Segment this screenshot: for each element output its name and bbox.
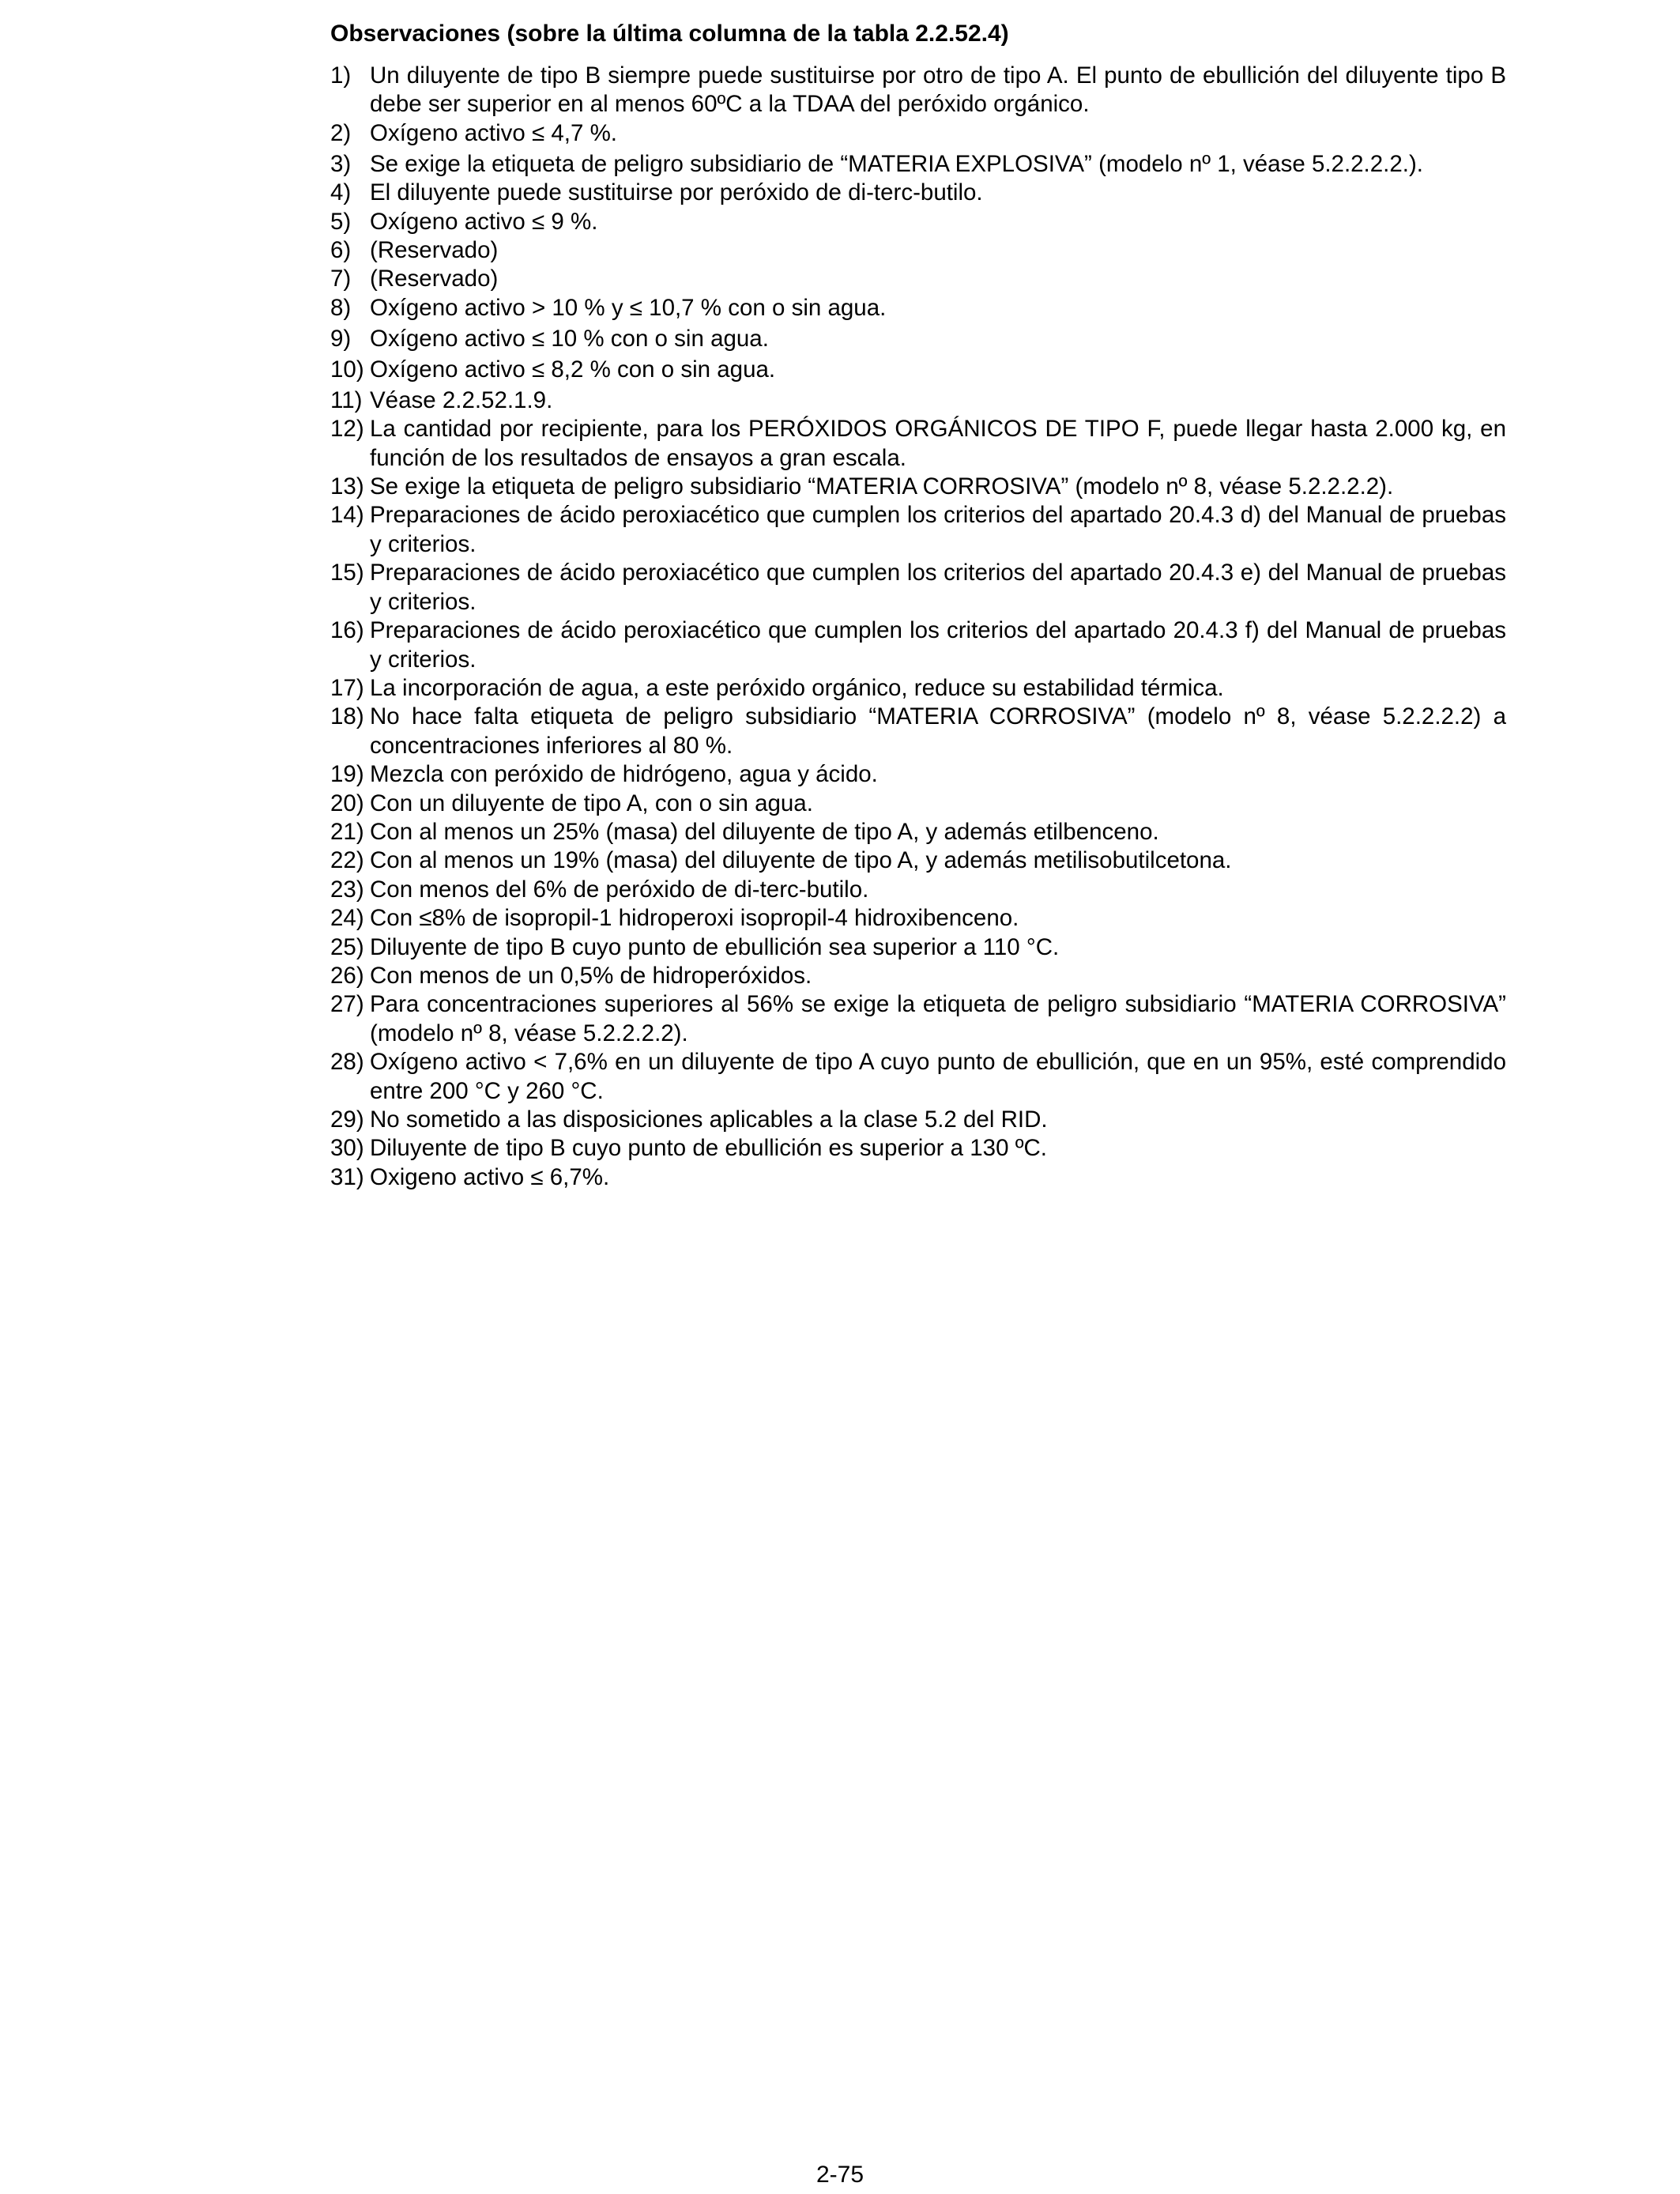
page-number: 2-75 bbox=[816, 2162, 864, 2188]
observation-text: La incorporación de agua, a este peróxido orgánico, reduce su estabilidad térmica. bbox=[370, 674, 1224, 701]
observation-item bbox=[330, 179, 1506, 207]
observation-item bbox=[330, 962, 1506, 990]
observation-text: (Reservado) bbox=[370, 266, 499, 292]
observations-list bbox=[330, 62, 1506, 1192]
observation-item bbox=[330, 265, 1506, 293]
observation-item bbox=[330, 1048, 1506, 1106]
observation-number: 10) bbox=[330, 356, 364, 383]
observation-number: 27) bbox=[330, 991, 364, 1018]
observation-number: 5) bbox=[330, 208, 352, 235]
observation-item bbox=[330, 1134, 1506, 1163]
observation-item bbox=[330, 356, 1506, 384]
observation-number: 9) bbox=[330, 325, 352, 352]
observation-text: Oxígeno activo ≤ 8,2 % con o sin agua. bbox=[370, 356, 776, 383]
observation-text: Oxígeno activo ≤ 10 % con o sin agua. bbox=[370, 325, 769, 352]
observation-item bbox=[330, 1106, 1506, 1134]
observation-text: Oxígeno activo > 10 % y ≤ 10,7 % con o sin agua. bbox=[370, 294, 887, 321]
observation-text: Con al menos un 25% (masa) del diluyente de tipo A, y además etilbenceno. bbox=[370, 818, 1159, 845]
observation-number: 11) bbox=[330, 386, 363, 413]
observation-item bbox=[330, 990, 1506, 1048]
observation-number: 21) bbox=[330, 818, 364, 845]
observation-number: 13) bbox=[330, 473, 364, 500]
section-heading: Observaciones (sobre la última columna de la tabla 2.2.52.4) bbox=[330, 21, 1009, 47]
observation-item bbox=[330, 846, 1506, 875]
observation-item bbox=[330, 473, 1506, 501]
observation-item bbox=[330, 294, 1506, 322]
observation-number: 22) bbox=[330, 847, 364, 874]
observation-text: Diluyente de tipo B cuyo punto de ebullición es superior a 130 ºC. bbox=[370, 1135, 1047, 1162]
observation-item bbox=[330, 325, 1506, 353]
observation-number: 4) bbox=[330, 179, 352, 206]
observation-text: Con ≤8% de isopropil-1 hidroperoxi isopropil-4 hidroxibenceno. bbox=[370, 905, 1019, 932]
observation-number: 28) bbox=[330, 1049, 364, 1076]
observation-text: Para concentraciones superiores al 56% se exige la etiqueta de peligro subsidiario “MATERIA CORROSIVA” (modelo nº 8, véase 5.2.2.2.2). bbox=[370, 991, 1506, 1046]
observation-text: Oxigeno activo ≤ 6,7%. bbox=[370, 1163, 610, 1190]
observation-item bbox=[330, 616, 1506, 674]
observation-number: 26) bbox=[330, 962, 364, 989]
observation-text: Oxígeno activo ≤ 9 %. bbox=[370, 208, 598, 235]
observation-number: 20) bbox=[330, 790, 364, 816]
observation-text: Oxígeno activo ≤ 4,7 %. bbox=[370, 119, 617, 146]
observations-section bbox=[330, 19, 1506, 1192]
observation-text: La cantidad por recipiente, para los PERÓXIDOS ORGÁNICOS DE TIPO F, puede llegar hasta 2.000 kg, en función de los resultados de ensayos a gran escala. bbox=[370, 416, 1506, 471]
observation-text: Véase 2.2.52.1.9. bbox=[370, 386, 553, 413]
observation-text: No sometido a las disposiciones aplicables a la clase 5.2 del RID. bbox=[370, 1106, 1048, 1133]
observation-item bbox=[330, 1163, 1506, 1192]
observation-item bbox=[330, 501, 1506, 559]
observation-number: 31) bbox=[330, 1163, 364, 1190]
observation-number: 29) bbox=[330, 1106, 364, 1133]
observation-text: Con al menos un 19% (masa) del diluyente de tipo A, y además metilisobutilcetona. bbox=[370, 847, 1232, 874]
observation-text: Con menos de un 0,5% de hidroperóxidos. bbox=[370, 962, 812, 989]
observation-number: 30) bbox=[330, 1135, 364, 1162]
observation-item bbox=[330, 904, 1506, 933]
observation-text: Con menos del 6% de peróxido de di-terc-butilo. bbox=[370, 876, 869, 903]
observation-item bbox=[330, 818, 1506, 846]
observation-text: Mezcla con peróxido de hidrógeno, agua y ácido. bbox=[370, 761, 878, 788]
observation-text: El diluyente puede sustituirse por peróxido de di-terc-butilo. bbox=[370, 179, 983, 206]
observation-number: 3) bbox=[330, 150, 352, 177]
observation-item bbox=[330, 674, 1506, 703]
observation-number: 12) bbox=[330, 416, 364, 443]
observation-item bbox=[330, 119, 1506, 148]
observation-text: Oxígeno activo < 7,6% en un diluyente de tipo A cuyo punto de ebullición, que en un 95%, esté comprendido entre 200 °C y 260 °C. bbox=[370, 1049, 1506, 1104]
observation-text: (Reservado) bbox=[370, 237, 499, 264]
observation-text: Diluyente de tipo B cuyo punto de ebullición sea superior a 110 °C. bbox=[370, 933, 1060, 960]
observation-text: Preparaciones de ácido peroxiacético que cumplen los criterios del apartado 20.4.3 f) del Manual de pruebas y criterios. bbox=[370, 617, 1506, 673]
observation-item bbox=[330, 386, 1506, 415]
observation-number: 2) bbox=[330, 119, 352, 146]
observation-item bbox=[330, 150, 1506, 179]
observation-item bbox=[330, 760, 1506, 789]
observation-text: Se exige la etiqueta de peligro subsidiario de “MATERIA EXPLOSIVA” (modelo nº 1, véase 5.2.2.2.2.). bbox=[370, 150, 1423, 177]
observation-text: Con un diluyente de tipo A, con o sin agua. bbox=[370, 790, 813, 816]
observation-item bbox=[330, 876, 1506, 904]
observation-item bbox=[330, 415, 1506, 473]
observation-number: 14) bbox=[330, 502, 364, 529]
observation-item bbox=[330, 703, 1506, 760]
observation-item bbox=[330, 208, 1506, 236]
observation-number: 23) bbox=[330, 876, 364, 903]
observation-number: 1) bbox=[330, 62, 352, 89]
observation-number: 19) bbox=[330, 761, 364, 788]
observation-number: 8) bbox=[330, 294, 352, 321]
observation-number: 18) bbox=[330, 703, 364, 730]
observation-number: 24) bbox=[330, 905, 364, 932]
observation-item bbox=[330, 559, 1506, 616]
observation-text: Preparaciones de ácido peroxiacético que cumplen los criterios del apartado 20.4.3 e) del Manual de pruebas y criterios. bbox=[370, 560, 1506, 615]
observation-number: 25) bbox=[330, 933, 364, 960]
observation-item bbox=[330, 236, 1506, 265]
observation-number: 7) bbox=[330, 266, 352, 292]
observation-item bbox=[330, 933, 1506, 962]
observation-number: 17) bbox=[330, 674, 364, 701]
observation-text: No hace falta etiqueta de peligro subsidiario “MATERIA CORROSIVA” (modelo nº 8, véase 5.2.2.2.2) a concentraciones inferiores al 80 %. bbox=[370, 703, 1506, 759]
observation-item bbox=[330, 62, 1506, 119]
observation-text: Un diluyente de tipo B siempre puede sustituirse por otro de tipo A. El punto de ebullición del diluyente tipo B debe ser superior en al menos 60ºC a la TDAA del peróxido orgánico. bbox=[370, 62, 1506, 118]
observation-number: 15) bbox=[330, 560, 364, 586]
observation-text: Se exige la etiqueta de peligro subsidiario “MATERIA CORROSIVA” (modelo nº 8, véase 5.2.2.2.2). bbox=[370, 473, 1394, 500]
observation-text: Preparaciones de ácido peroxiacético que cumplen los criterios del apartado 20.4.3 d) del Manual de pruebas y criterios. bbox=[370, 502, 1506, 557]
observation-number: 16) bbox=[330, 617, 364, 644]
observation-number: 6) bbox=[330, 237, 352, 264]
observation-item bbox=[330, 790, 1506, 818]
